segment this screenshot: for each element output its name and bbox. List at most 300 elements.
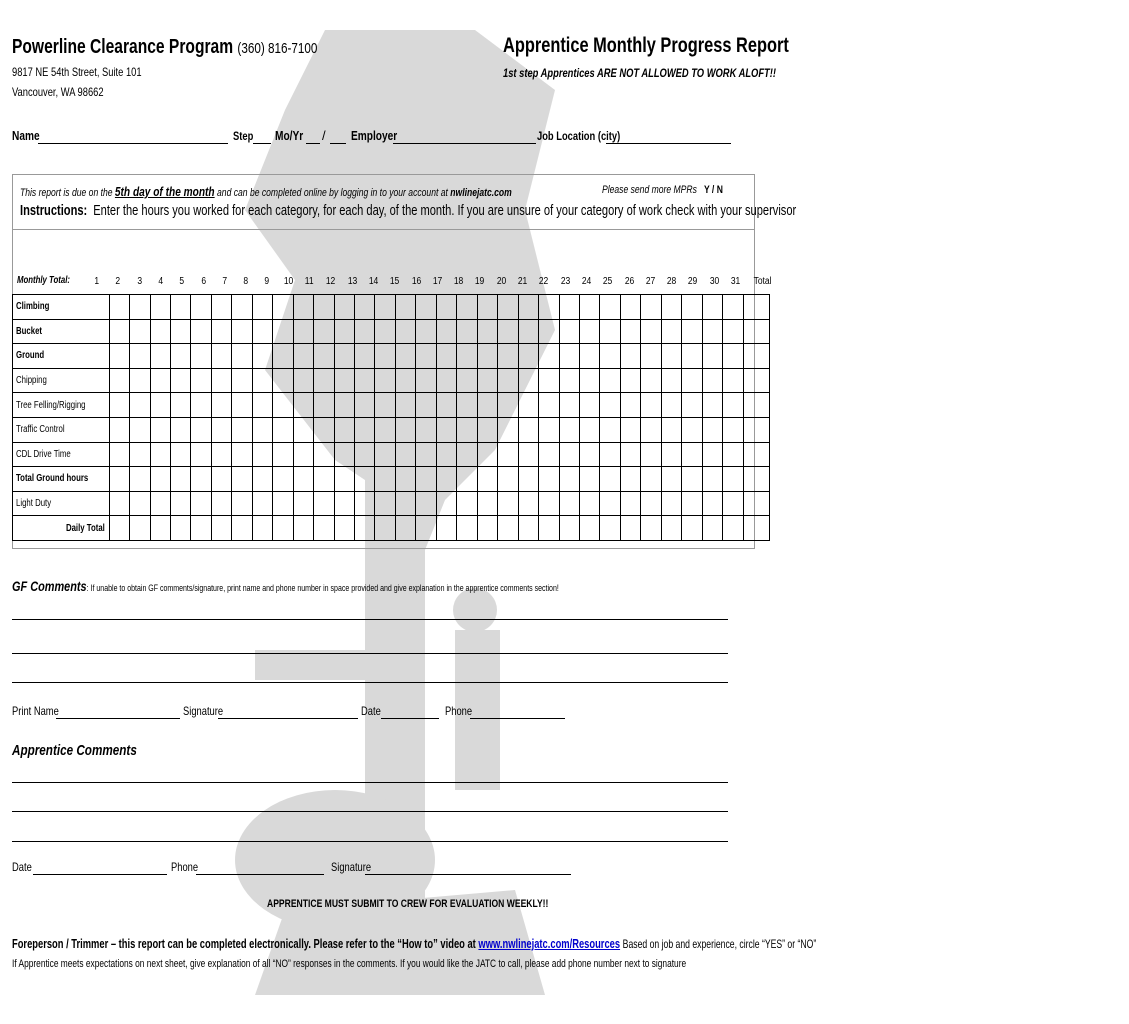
hours-cell[interactable] (355, 516, 375, 541)
hours-cell[interactable] (293, 368, 313, 393)
hours-cell[interactable] (457, 319, 477, 344)
hours-cell[interactable] (498, 516, 518, 541)
hours-cell[interactable] (211, 368, 231, 393)
gf-signature-field[interactable] (218, 718, 358, 719)
hours-cell[interactable] (580, 442, 600, 467)
hours-cell[interactable] (723, 417, 743, 442)
hours-cell[interactable] (252, 442, 272, 467)
hours-cell[interactable] (723, 516, 743, 541)
hours-cell[interactable] (518, 319, 538, 344)
hours-cell[interactable] (539, 295, 559, 320)
hours-cell[interactable] (232, 442, 252, 467)
hours-cell[interactable] (395, 319, 415, 344)
hours-cell[interactable] (498, 417, 518, 442)
hours-cell[interactable] (682, 393, 702, 418)
hours-cell[interactable] (477, 319, 497, 344)
hours-cell[interactable] (273, 467, 293, 492)
hours-cell[interactable] (436, 467, 456, 492)
hours-cell[interactable] (702, 393, 722, 418)
hours-cell[interactable] (702, 368, 722, 393)
hours-cell[interactable] (314, 491, 334, 516)
hours-cell[interactable] (191, 417, 211, 442)
hours-cell[interactable] (314, 516, 334, 541)
hours-cell[interactable] (539, 368, 559, 393)
hours-cell[interactable] (580, 516, 600, 541)
hours-cell[interactable] (457, 467, 477, 492)
hours-cell[interactable] (580, 344, 600, 369)
hours-cell[interactable] (661, 295, 681, 320)
hours-cell[interactable] (436, 442, 456, 467)
hours-cell[interactable] (314, 319, 334, 344)
hours-cell[interactable] (170, 417, 190, 442)
hours-cell[interactable] (518, 295, 538, 320)
hours-cell[interactable] (620, 319, 640, 344)
hours-cell[interactable] (477, 344, 497, 369)
hours-cell[interactable] (109, 516, 129, 541)
hours-cell[interactable] (170, 295, 190, 320)
hours-cell[interactable] (252, 344, 272, 369)
hours-cell[interactable] (130, 368, 150, 393)
hours-cell[interactable] (518, 516, 538, 541)
row-total-cell[interactable] (743, 344, 769, 369)
gf-comment-line-1[interactable] (12, 619, 728, 620)
hours-cell[interactable] (334, 368, 354, 393)
hours-cell[interactable] (314, 368, 334, 393)
hours-cell[interactable] (273, 319, 293, 344)
row-total-cell[interactable] (743, 442, 769, 467)
hours-cell[interactable] (723, 319, 743, 344)
hours-cell[interactable] (641, 442, 661, 467)
hours-cell[interactable] (334, 516, 354, 541)
hours-cell[interactable] (252, 295, 272, 320)
hours-cell[interactable] (375, 368, 395, 393)
hours-cell[interactable] (600, 319, 620, 344)
hours-cell[interactable] (723, 295, 743, 320)
hours-cell[interactable] (130, 295, 150, 320)
hours-cell[interactable] (109, 295, 129, 320)
hours-cell[interactable] (273, 417, 293, 442)
hours-cell[interactable] (600, 467, 620, 492)
hours-cell[interactable] (641, 467, 661, 492)
hours-cell[interactable] (661, 467, 681, 492)
hours-cell[interactable] (498, 393, 518, 418)
hours-cell[interactable] (457, 491, 477, 516)
hours-cell[interactable] (395, 344, 415, 369)
hours-cell[interactable] (498, 442, 518, 467)
hours-cell[interactable] (109, 491, 129, 516)
hours-cell[interactable] (211, 319, 231, 344)
hours-cell[interactable] (436, 295, 456, 320)
resources-link[interactable]: www.nwlinejatc.com/Resources (478, 936, 621, 951)
hours-cell[interactable] (682, 344, 702, 369)
hours-cell[interactable] (457, 393, 477, 418)
hours-cell[interactable] (682, 442, 702, 467)
hours-cell[interactable] (252, 467, 272, 492)
hours-cell[interactable] (477, 467, 497, 492)
hours-cell[interactable] (232, 368, 252, 393)
hours-cell[interactable] (211, 295, 231, 320)
hours-cell[interactable] (150, 319, 170, 344)
hours-cell[interactable] (355, 368, 375, 393)
hours-cell[interactable] (109, 417, 129, 442)
hours-cell[interactable] (457, 344, 477, 369)
hours-cell[interactable] (600, 516, 620, 541)
hours-cell[interactable] (150, 516, 170, 541)
hours-cell[interactable] (580, 417, 600, 442)
hours-cell[interactable] (232, 417, 252, 442)
hours-cell[interactable] (580, 368, 600, 393)
hours-cell[interactable] (293, 344, 313, 369)
hours-cell[interactable] (620, 368, 640, 393)
hours-cell[interactable] (211, 491, 231, 516)
hours-cell[interactable] (498, 368, 518, 393)
hours-cell[interactable] (661, 393, 681, 418)
hours-cell[interactable] (130, 516, 150, 541)
hours-cell[interactable] (170, 393, 190, 418)
hours-cell[interactable] (170, 491, 190, 516)
hours-cell[interactable] (498, 467, 518, 492)
hours-cell[interactable] (191, 393, 211, 418)
hours-cell[interactable] (457, 295, 477, 320)
hours-cell[interactable] (682, 295, 702, 320)
hours-cell[interactable] (477, 516, 497, 541)
hours-cell[interactable] (314, 442, 334, 467)
hours-cell[interactable] (232, 344, 252, 369)
hours-cell[interactable] (150, 393, 170, 418)
hours-cell[interactable] (375, 516, 395, 541)
hours-cell[interactable] (539, 344, 559, 369)
hours-cell[interactable] (109, 368, 129, 393)
gf-comment-line-2[interactable] (12, 653, 728, 654)
apprentice-comment-line-2[interactable] (12, 811, 728, 812)
hours-cell[interactable] (641, 344, 661, 369)
hours-cell[interactable] (661, 516, 681, 541)
hours-cell[interactable] (416, 295, 436, 320)
hours-cell[interactable] (334, 295, 354, 320)
hours-cell[interactable] (559, 442, 579, 467)
job-location-field[interactable] (606, 143, 731, 144)
hours-cell[interactable] (620, 295, 640, 320)
hours-cell[interactable] (252, 516, 272, 541)
hours-cell[interactable] (191, 467, 211, 492)
hours-cell[interactable] (395, 516, 415, 541)
hours-cell[interactable] (150, 442, 170, 467)
hours-cell[interactable] (293, 516, 313, 541)
hours-cell[interactable] (661, 319, 681, 344)
hours-cell[interactable] (518, 368, 538, 393)
hours-cell[interactable] (498, 344, 518, 369)
row-total-cell[interactable] (743, 417, 769, 442)
hours-cell[interactable] (518, 442, 538, 467)
hours-cell[interactable] (293, 295, 313, 320)
hours-cell[interactable] (682, 491, 702, 516)
hours-cell[interactable] (130, 417, 150, 442)
hours-cell[interactable] (661, 417, 681, 442)
hours-cell[interactable] (252, 417, 272, 442)
hours-cell[interactable] (191, 344, 211, 369)
more-mprs-yn[interactable]: Y / N (703, 184, 723, 196)
hours-cell[interactable] (314, 295, 334, 320)
hours-cell[interactable] (416, 319, 436, 344)
hours-cell[interactable] (416, 368, 436, 393)
hours-cell[interactable] (191, 516, 211, 541)
hours-cell[interactable] (416, 467, 436, 492)
hours-cell[interactable] (559, 393, 579, 418)
hours-cell[interactable] (457, 417, 477, 442)
hours-cell[interactable] (457, 368, 477, 393)
gf-comment-line-3[interactable] (12, 682, 728, 683)
hours-cell[interactable] (150, 467, 170, 492)
row-total-cell[interactable] (743, 368, 769, 393)
hours-cell[interactable] (314, 393, 334, 418)
hours-cell[interactable] (334, 442, 354, 467)
hours-cell[interactable] (273, 442, 293, 467)
hours-cell[interactable] (641, 295, 661, 320)
hours-cell[interactable] (661, 442, 681, 467)
hours-cell[interactable] (211, 442, 231, 467)
hours-cell[interactable] (539, 491, 559, 516)
hours-cell[interactable] (150, 491, 170, 516)
hours-cell[interactable] (109, 393, 129, 418)
month-field[interactable] (306, 143, 320, 144)
hours-cell[interactable] (539, 442, 559, 467)
hours-cell[interactable] (170, 368, 190, 393)
name-field[interactable] (38, 143, 228, 144)
hours-cell[interactable] (170, 467, 190, 492)
hours-cell[interactable] (334, 393, 354, 418)
hours-cell[interactable] (375, 417, 395, 442)
hours-cell[interactable] (518, 417, 538, 442)
hours-cell[interactable] (109, 319, 129, 344)
hours-cell[interactable] (436, 319, 456, 344)
hours-cell[interactable] (293, 467, 313, 492)
hours-cell[interactable] (620, 467, 640, 492)
hours-cell[interactable] (355, 344, 375, 369)
apprentice-signature-field[interactable] (365, 874, 571, 875)
hours-cell[interactable] (355, 417, 375, 442)
hours-cell[interactable] (150, 344, 170, 369)
hours-cell[interactable] (641, 516, 661, 541)
hours-cell[interactable] (191, 368, 211, 393)
hours-cell[interactable] (355, 442, 375, 467)
hours-cell[interactable] (395, 467, 415, 492)
hours-cell[interactable] (130, 344, 150, 369)
hours-cell[interactable] (232, 319, 252, 344)
hours-cell[interactable] (539, 516, 559, 541)
hours-cell[interactable] (702, 491, 722, 516)
hours-cell[interactable] (682, 417, 702, 442)
hours-cell[interactable] (518, 344, 538, 369)
hours-cell[interactable] (539, 319, 559, 344)
hours-cell[interactable] (436, 344, 456, 369)
hours-cell[interactable] (293, 491, 313, 516)
hours-cell[interactable] (498, 295, 518, 320)
hours-cell[interactable] (620, 393, 640, 418)
hours-cell[interactable] (211, 393, 231, 418)
hours-cell[interactable] (620, 344, 640, 369)
hours-cell[interactable] (375, 467, 395, 492)
step-field[interactable] (253, 143, 271, 144)
hours-cell[interactable] (170, 442, 190, 467)
hours-cell[interactable] (150, 295, 170, 320)
hours-cell[interactable] (723, 368, 743, 393)
hours-cell[interactable] (130, 319, 150, 344)
hours-cell[interactable] (170, 516, 190, 541)
hours-cell[interactable] (477, 393, 497, 418)
hours-cell[interactable] (191, 442, 211, 467)
hours-cell[interactable] (170, 344, 190, 369)
hours-cell[interactable] (477, 368, 497, 393)
hours-cell[interactable] (641, 368, 661, 393)
gf-print-name-field[interactable] (56, 718, 180, 719)
hours-cell[interactable] (252, 319, 272, 344)
hours-cell[interactable] (477, 442, 497, 467)
hours-cell[interactable] (150, 368, 170, 393)
hours-cell[interactable] (232, 467, 252, 492)
hours-cell[interactable] (375, 295, 395, 320)
hours-cell[interactable] (723, 344, 743, 369)
hours-cell[interactable] (600, 393, 620, 418)
hours-cell[interactable] (416, 344, 436, 369)
hours-cell[interactable] (130, 467, 150, 492)
hours-cell[interactable] (682, 368, 702, 393)
apprentice-comment-line-1[interactable] (12, 782, 728, 783)
hours-cell[interactable] (273, 393, 293, 418)
hours-cell[interactable] (334, 467, 354, 492)
hours-cell[interactable] (334, 319, 354, 344)
gf-date-field[interactable] (381, 718, 439, 719)
hours-cell[interactable] (395, 393, 415, 418)
hours-cell[interactable] (395, 417, 415, 442)
hours-cell[interactable] (232, 491, 252, 516)
hours-cell[interactable] (539, 467, 559, 492)
hours-cell[interactable] (559, 295, 579, 320)
hours-cell[interactable] (293, 393, 313, 418)
hours-cell[interactable] (498, 491, 518, 516)
hours-cell[interactable] (232, 295, 252, 320)
hours-cell[interactable] (600, 442, 620, 467)
hours-cell[interactable] (723, 491, 743, 516)
hours-cell[interactable] (334, 417, 354, 442)
hours-cell[interactable] (641, 417, 661, 442)
hours-cell[interactable] (395, 368, 415, 393)
hours-cell[interactable] (702, 295, 722, 320)
hours-cell[interactable] (661, 491, 681, 516)
hours-cell[interactable] (130, 442, 150, 467)
hours-cell[interactable] (641, 393, 661, 418)
hours-cell[interactable] (416, 417, 436, 442)
hours-cell[interactable] (191, 491, 211, 516)
apprentice-date-field[interactable] (33, 874, 167, 875)
hours-cell[interactable] (355, 319, 375, 344)
hours-cell[interactable] (477, 417, 497, 442)
hours-cell[interactable] (702, 467, 722, 492)
hours-cell[interactable] (641, 319, 661, 344)
hours-cell[interactable] (600, 295, 620, 320)
hours-cell[interactable] (211, 516, 231, 541)
employer-field[interactable] (393, 143, 536, 144)
hours-cell[interactable] (559, 491, 579, 516)
hours-cell[interactable] (600, 417, 620, 442)
hours-cell[interactable] (436, 516, 456, 541)
hours-cell[interactable] (314, 344, 334, 369)
hours-cell[interactable] (130, 393, 150, 418)
hours-cell[interactable] (539, 417, 559, 442)
hours-cell[interactable] (580, 491, 600, 516)
hours-cell[interactable] (273, 344, 293, 369)
hours-cell[interactable] (559, 417, 579, 442)
hours-cell[interactable] (436, 393, 456, 418)
hours-cell[interactable] (150, 417, 170, 442)
hours-cell[interactable] (334, 491, 354, 516)
hours-cell[interactable] (211, 417, 231, 442)
hours-cell[interactable] (130, 491, 150, 516)
hours-cell[interactable] (580, 319, 600, 344)
hours-cell[interactable] (457, 516, 477, 541)
hours-cell[interactable] (436, 368, 456, 393)
hours-cell[interactable] (273, 295, 293, 320)
hours-cell[interactable] (109, 442, 129, 467)
hours-cell[interactable] (293, 319, 313, 344)
row-total-cell[interactable] (743, 393, 769, 418)
hours-cell[interactable] (252, 491, 272, 516)
hours-cell[interactable] (355, 467, 375, 492)
hours-cell[interactable] (436, 417, 456, 442)
year-field[interactable] (330, 143, 346, 144)
row-total-cell[interactable] (743, 467, 769, 492)
hours-cell[interactable] (559, 368, 579, 393)
hours-cell[interactable] (682, 467, 702, 492)
hours-cell[interactable] (559, 516, 579, 541)
row-total-cell[interactable] (743, 295, 769, 320)
hours-cell[interactable] (682, 516, 702, 541)
gf-phone-field[interactable] (470, 718, 565, 719)
hours-cell[interactable] (395, 442, 415, 467)
hours-cell[interactable] (539, 393, 559, 418)
hours-cell[interactable] (600, 491, 620, 516)
hours-cell[interactable] (273, 368, 293, 393)
hours-cell[interactable] (723, 467, 743, 492)
hours-cell[interactable] (702, 516, 722, 541)
hours-cell[interactable] (191, 319, 211, 344)
hours-cell[interactable] (620, 491, 640, 516)
hours-cell[interactable] (375, 393, 395, 418)
hours-cell[interactable] (620, 442, 640, 467)
hours-cell[interactable] (273, 516, 293, 541)
hours-cell[interactable] (559, 319, 579, 344)
hours-cell[interactable] (600, 368, 620, 393)
hours-cell[interactable] (702, 344, 722, 369)
hours-cell[interactable] (395, 295, 415, 320)
hours-cell[interactable] (109, 344, 129, 369)
row-total-cell[interactable] (743, 319, 769, 344)
hours-cell[interactable] (661, 368, 681, 393)
hours-cell[interactable] (580, 467, 600, 492)
hours-cell[interactable] (457, 442, 477, 467)
hours-cell[interactable] (702, 442, 722, 467)
hours-cell[interactable] (580, 295, 600, 320)
hours-cell[interactable] (273, 491, 293, 516)
hours-cell[interactable] (375, 344, 395, 369)
hours-cell[interactable] (314, 417, 334, 442)
hours-cell[interactable] (334, 344, 354, 369)
hours-cell[interactable] (559, 467, 579, 492)
hours-cell[interactable] (416, 516, 436, 541)
hours-cell[interactable] (232, 516, 252, 541)
hours-cell[interactable] (702, 417, 722, 442)
row-total-cell[interactable] (743, 516, 769, 541)
hours-cell[interactable] (252, 393, 272, 418)
